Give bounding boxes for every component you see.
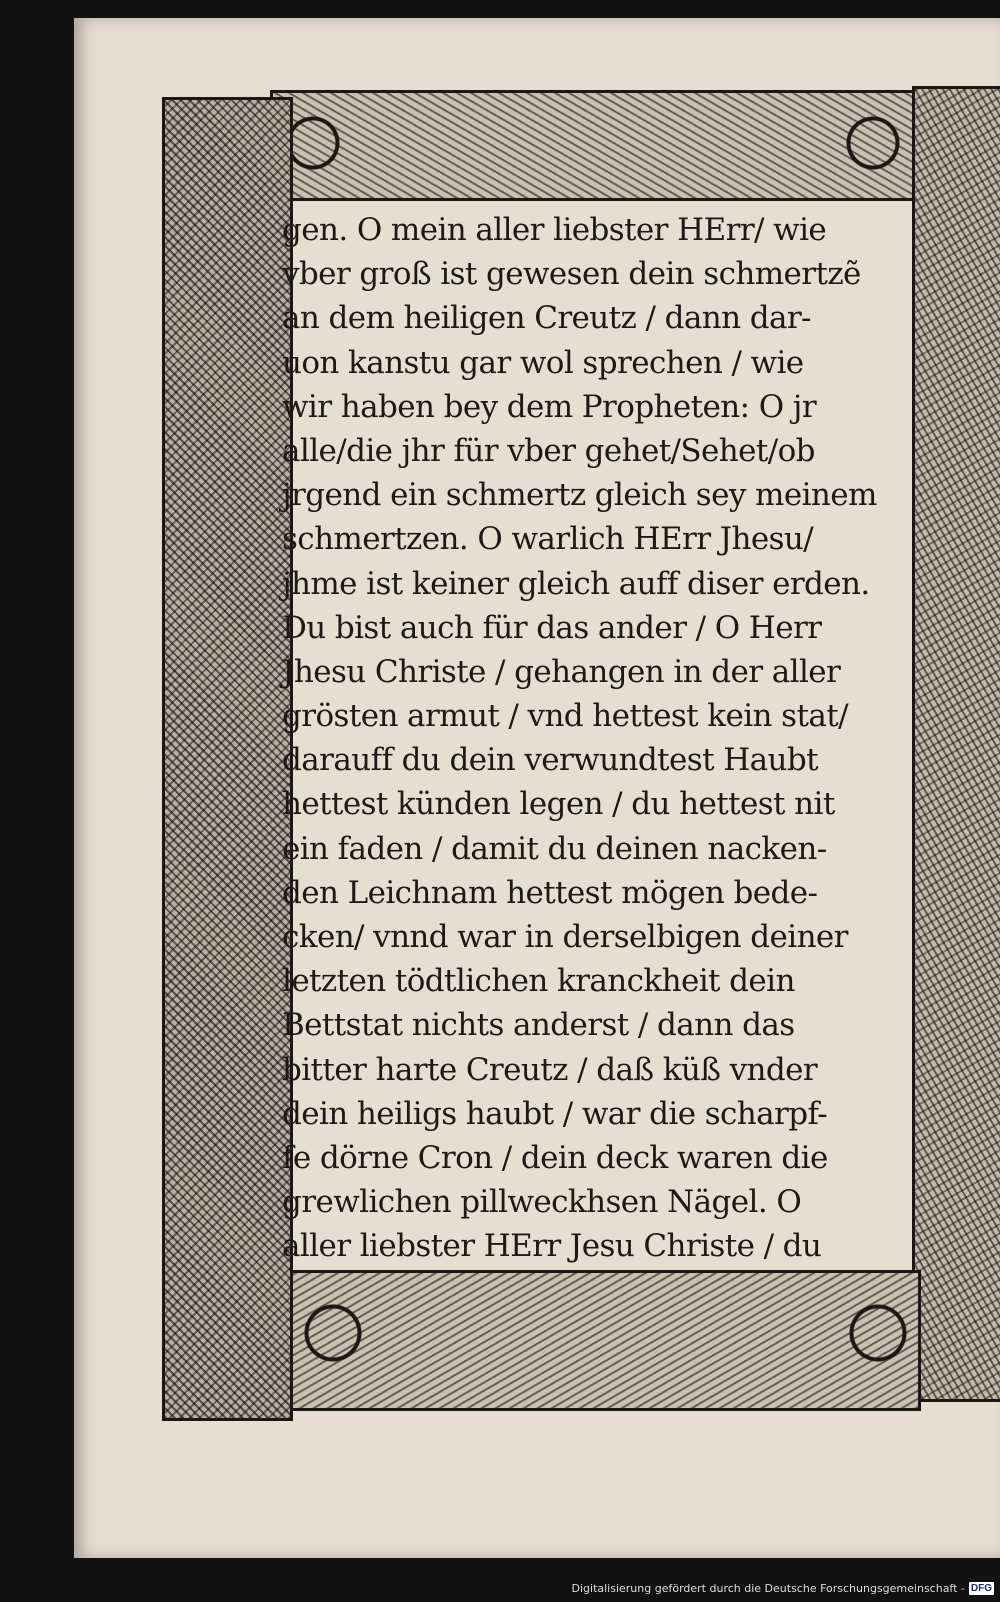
text-line: bitter harte Creutz / daß küß vnder: [282, 1051, 818, 1088]
text-line: aller liebster HErr Jesu Christe / du: [282, 1228, 822, 1265]
text-line: letzten tödtlichen kranckheit dein: [282, 963, 795, 1000]
text-line: grösten armut / vnd hettest kein stat/: [282, 698, 848, 735]
woodcut-border-top: [270, 90, 916, 201]
text-line: gen. O mein aller liebster HErr/ wie: [282, 212, 827, 248]
text-line: den Leichnam hettest mögen bede-: [282, 874, 818, 911]
text-line: cken/ vnnd war in derselbigen deiner: [282, 919, 848, 955]
text-line: schmertzen. O warlich HErr Jhesu/: [282, 521, 814, 558]
woodcut-border-right: [912, 86, 1000, 1402]
text-line: vber groß ist gewesen dein schmertzẽ: [282, 256, 861, 293]
text-line: jhme ist keiner gleich auff diser erden.: [282, 565, 870, 602]
text-line: dein heiligs haubt / war die scharpf-: [282, 1095, 828, 1132]
text-line: Jhesu Christe / gehangen in der aller: [282, 653, 841, 690]
text-line: fe dörne Cron / dein deck waren die: [282, 1139, 828, 1176]
text-line: darauff du dein verwundtest Haubt: [282, 742, 818, 779]
text-block: [282, 208, 912, 1269]
text-line: an dem heiligen Creutz / dann dar-: [282, 300, 811, 337]
text-line: alle/die jhr für vber gehet/Sehet/ob: [282, 432, 815, 469]
footer-text: Digitalisierung gefördert durch die Deutsche Forschungsgemeinschaft -: [571, 1581, 965, 1595]
text-line: uon kanstu gar wol sprechen / wie: [282, 344, 804, 381]
woodcut-border-left: [162, 97, 293, 1421]
text-line: Bettstat nichts anderst / dann das: [282, 1007, 795, 1044]
text-line: grewlichen pillweckhsen Nägel. O: [282, 1184, 802, 1221]
text-line: wir haben bey dem Propheten: O jr: [282, 388, 817, 425]
dfg-logo: DFG: [970, 1582, 992, 1594]
woodcut-border-bottom: [290, 1270, 921, 1411]
text-line: Du bist auch für das ander / O Herr: [282, 609, 822, 646]
text-line: hettest künden legen / du hettest nit: [282, 786, 835, 823]
text-line: ein faden / damit du deinen nacken-: [282, 830, 827, 867]
footer-credit: [572, 1578, 995, 1598]
text-line: jrgend ein schmertz gleich sey meinem: [282, 477, 877, 514]
